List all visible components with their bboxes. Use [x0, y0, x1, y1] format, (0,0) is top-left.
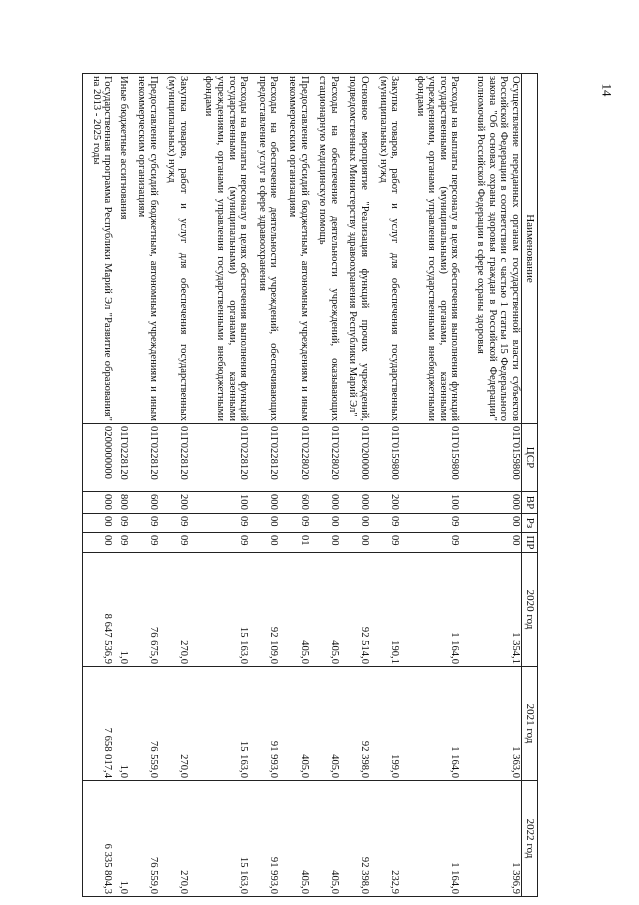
row-csr: 01Г0228120 — [249, 424, 279, 492]
row-csr: 0200000000 — [83, 424, 114, 492]
row-vr: 000 — [310, 492, 340, 514]
budget-table-container — [82, 73, 538, 896]
row-2020: 76 675,0 — [129, 553, 159, 667]
row-vr: 000 — [249, 492, 279, 514]
row-2021: 1 164,0 — [400, 667, 460, 781]
row-vr: 100 — [189, 492, 249, 514]
row-rz: 00 — [83, 514, 114, 533]
table-row — [370, 74, 400, 897]
row-2022: 15 163,0 — [189, 781, 249, 897]
row-vr: 600 — [279, 492, 309, 514]
row-name: Основное мероприятие "Реализация функций прочих учреждений, подведомственных Министерству здравоохранения Республики Марий Эл" — [340, 74, 370, 424]
row-2021: 405,0 — [279, 667, 309, 781]
row-vr: 000 — [340, 492, 370, 514]
row-2022: 405,0 — [310, 781, 340, 897]
row-pr: 00 — [460, 533, 521, 553]
row-csr: 01Г0159800 — [370, 424, 400, 492]
table-row — [340, 74, 370, 897]
header-name: Наименование — [522, 74, 538, 424]
row-rz: 09 — [189, 514, 249, 533]
row-name: Государственная программа Республики Марий Эл "Развитие образования" на 2013 - 2025 годы — [83, 74, 114, 424]
row-2020: 270,0 — [159, 553, 189, 667]
row-rz: 09 — [400, 514, 460, 533]
row-rz: 00 — [249, 514, 279, 533]
header-csr: ЦСР — [522, 424, 538, 492]
row-csr: 01Г0159800 — [460, 424, 521, 492]
row-pr: 09 — [113, 533, 128, 553]
row-2022: 1 164,0 — [400, 781, 460, 897]
row-2020: 190,1 — [370, 553, 400, 667]
row-csr: 01Г0200000 — [340, 424, 370, 492]
row-rz: 09 — [370, 514, 400, 533]
row-vr: 800 — [113, 492, 128, 514]
row-name: Расходы на обеспечение деятельности учреждений, обеспечивающих предоставление услуг в сфере здравоохранения — [249, 74, 279, 424]
header-2021: 2021 год — [522, 667, 538, 781]
table-row — [129, 74, 159, 897]
row-name: Расходы на выплаты персоналу в целях обеспечения выполнения функций государственными (муниципальными) органами, казенными учреждениями, органами управления государственными внебюджетными фондами — [400, 74, 460, 424]
row-rz: 00 — [310, 514, 340, 533]
row-pr: 09 — [189, 533, 249, 553]
row-2021: 76 559,0 — [129, 667, 159, 781]
row-pr: 00 — [310, 533, 340, 553]
row-2022: 76 559,0 — [129, 781, 159, 897]
row-2022: 1,0 — [113, 781, 128, 897]
row-rz: 00 — [460, 514, 521, 533]
row-vr: 000 — [83, 492, 114, 514]
header-vr: ВР — [522, 492, 538, 514]
row-vr: 200 — [370, 492, 400, 514]
row-name: Иные бюджетные ассигнования — [113, 74, 128, 424]
row-2021: 1 363,0 — [460, 667, 521, 781]
table-header — [522, 74, 538, 897]
row-name: Предоставление субсидий бюджетным, автономным учреждениям и иным некоммерческим организациям — [129, 74, 159, 424]
row-csr: 01Г0228020 — [310, 424, 340, 492]
row-2021: 1,0 — [113, 667, 128, 781]
row-name: Расходы на выплаты персоналу в целях обеспечения выполнения функций государственными (муниципальными) органами, казенными учреждениями, органами управления государственными внебюджетными фондами — [189, 74, 249, 424]
row-csr: 01Г0228120 — [113, 424, 128, 492]
row-2022: 232,9 — [370, 781, 400, 897]
header-2020: 2020 год — [522, 553, 538, 667]
row-csr: 01Г0228120 — [129, 424, 159, 492]
row-2022: 270,0 — [159, 781, 189, 897]
table-row — [249, 74, 279, 897]
row-vr: 100 — [400, 492, 460, 514]
row-rz: 00 — [340, 514, 370, 533]
row-2021: 405,0 — [310, 667, 340, 781]
table-row — [83, 74, 114, 897]
table-row — [279, 74, 309, 897]
row-2020: 8 647 536,9 — [83, 553, 114, 667]
row-2021: 92 398,0 — [340, 667, 370, 781]
row-name: Осуществление переданных органам государственной власти субъектов Российской Федерации в соответствии с частью 1 статьи 15 Федерального закона "Об основах охраны здоровья граждан в Российской Федерации" полномочий Российской Федерации в сфере охраны здоровья — [460, 74, 521, 424]
row-name: Закупка товаров, работ и услуг для обеспечения государственных (муниципальных) нужд — [159, 74, 189, 424]
row-pr: 09 — [370, 533, 400, 553]
table-row — [310, 74, 340, 897]
row-rz: 09 — [113, 514, 128, 533]
row-2020: 405,0 — [279, 553, 309, 667]
row-name: Расходы на обеспечение деятельности учреждений, оказывающих стационарную медицинскую помощь — [310, 74, 340, 424]
row-pr: 01 — [279, 533, 309, 553]
table-row — [460, 74, 521, 897]
row-pr: 09 — [159, 533, 189, 553]
row-2020: 92 514,0 — [340, 553, 370, 667]
row-2021: 270,0 — [159, 667, 189, 781]
row-2020: 92 109,0 — [249, 553, 279, 667]
row-name: Предоставление субсидий бюджетным, автономным учреждениям и иным некоммерческим организациям — [279, 74, 309, 424]
table-row — [113, 74, 128, 897]
row-csr: 01Г0228120 — [159, 424, 189, 492]
row-pr: 00 — [340, 533, 370, 553]
table-row — [400, 74, 460, 897]
row-2021: 91 993,0 — [249, 667, 279, 781]
table-row — [189, 74, 249, 897]
header-pr: ПР — [522, 533, 538, 553]
row-csr: 01Г0228020 — [279, 424, 309, 492]
row-2022: 1 396,9 — [460, 781, 521, 897]
row-2021: 15 163,0 — [189, 667, 249, 781]
row-2022: 92 398,0 — [340, 781, 370, 897]
row-2022: 91 993,0 — [249, 781, 279, 897]
row-2020: 1 164,0 — [400, 553, 460, 667]
row-2021: 7 658 017,4 — [83, 667, 114, 781]
row-vr: 600 — [129, 492, 159, 514]
table-body — [83, 74, 522, 897]
header-rz: Рз — [522, 514, 538, 533]
row-2020: 1 354,1 — [460, 553, 521, 667]
row-pr: 00 — [83, 533, 114, 553]
row-2020: 1,0 — [113, 553, 128, 667]
budget-table — [82, 73, 538, 897]
row-rz: 09 — [159, 514, 189, 533]
header-2022: 2022 год — [522, 781, 538, 897]
row-2020: 15 163,0 — [189, 553, 249, 667]
row-csr: 01Г0159800 — [400, 424, 460, 492]
row-pr: 00 — [249, 533, 279, 553]
row-vr: 200 — [159, 492, 189, 514]
row-pr: 09 — [129, 533, 159, 553]
row-rz: 09 — [129, 514, 159, 533]
table-row — [159, 74, 189, 897]
row-2022: 6 335 804,3 — [83, 781, 114, 897]
row-2022: 405,0 — [279, 781, 309, 897]
page-number: 14 — [599, 83, 615, 97]
row-2021: 199,0 — [370, 667, 400, 781]
row-vr: 000 — [460, 492, 521, 514]
row-pr: 09 — [400, 533, 460, 553]
row-name: Закупка товаров, работ и услуг для обеспечения государственных (муниципальных) нужд — [370, 74, 400, 424]
row-csr: 01Г0228120 — [189, 424, 249, 492]
row-rz: 09 — [279, 514, 309, 533]
row-2020: 405,0 — [310, 553, 340, 667]
